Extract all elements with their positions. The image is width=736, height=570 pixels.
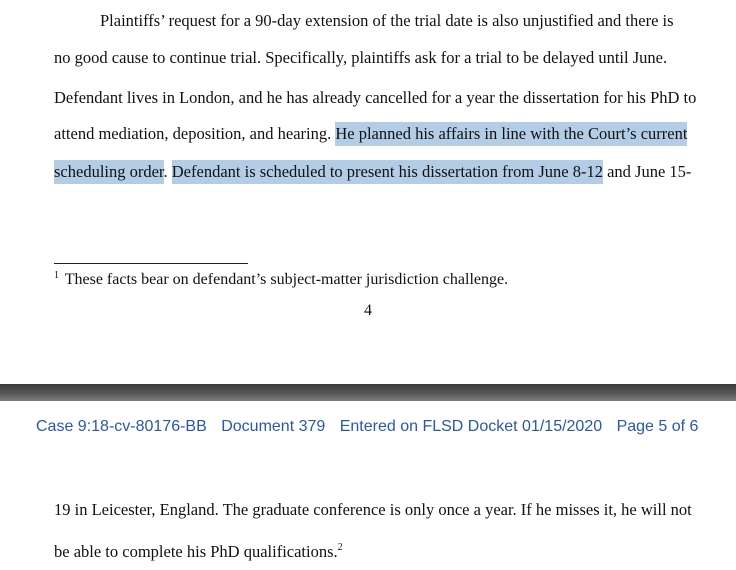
body-line-6: 19 in Leicester, England. The graduate conference is only once a year. If he misses it, he will not [54, 500, 692, 519]
entered-date: Entered on FLSD Docket 01/15/2020 [339, 418, 603, 435]
highlighted-text-1[interactable]: He planned his affairs in line with the Court’s current [335, 122, 687, 146]
document-number: Document 379 [221, 418, 326, 435]
body-line-7 [54, 538, 343, 562]
page-number: 4 [364, 302, 372, 319]
body-line-1: Plaintiffs’ request for a 90-day extension of the trial date is also unjustified and there is [100, 11, 674, 30]
body-line-4-text: attend mediation, deposition, and hearing. [54, 124, 336, 143]
body-line-5-text-b: and June 15- [602, 162, 692, 181]
footnote-ref-2: 2 [337, 542, 343, 553]
docket-header [36, 418, 708, 436]
body-line-5 [54, 162, 691, 182]
footnote-marker: 1 [54, 270, 59, 281]
footnote-text: These facts bear on defendant’s subject-matter jurisdiction challenge. [64, 271, 509, 288]
body-line-3: Defendant lives in London, and he has already cancelled for a year the dissertation for his PhD to [54, 88, 697, 107]
body-line-5-text-a: . [163, 162, 172, 181]
case-number: Case 9:18-cv-80176-BB [36, 418, 207, 435]
footnote-divider [54, 263, 248, 264]
body-line-7-text: be able to complete his PhD qualifications. [54, 542, 338, 561]
page-break-divider [0, 384, 736, 401]
page-indicator: Page 5 of 6 [616, 418, 699, 435]
body-line-4 [54, 124, 687, 144]
highlighted-text-3[interactable]: Defendant is scheduled to present his dissertation from June 8-12 [172, 160, 603, 184]
highlighted-text-2[interactable]: scheduling order [54, 160, 164, 184]
footnote-1 [54, 270, 508, 289]
body-line-2: no good cause to continue trial. Specifically, plaintiffs ask for a trial to be delayed until June. [54, 48, 668, 67]
